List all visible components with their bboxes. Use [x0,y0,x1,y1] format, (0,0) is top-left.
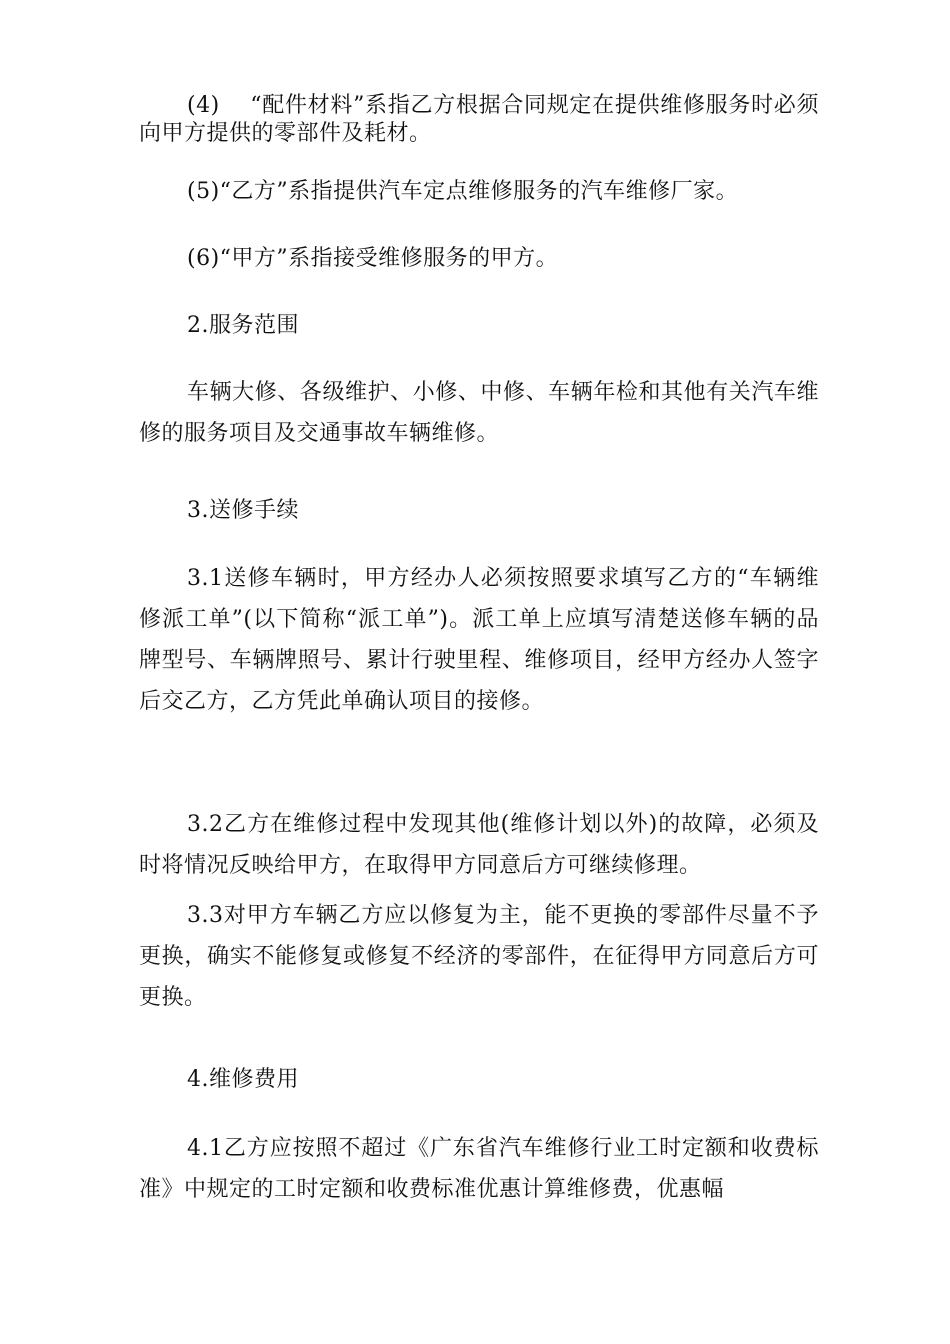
clause-4-1-paragraph: 4.1乙方应按照不超过《广东省汽车维修行业工时定额和收费标准》中规定的工时定额和收费标准优惠计算维修费，优惠幅 [139,1136,819,1202]
clause-3-3-paragraph: 3.3对甲方车辆乙方应以修复为主，能不更换的零部件尽量不予更换，确实不能修复或修复不经济的零部件，在征得甲方同意后方可更换。 [139,903,819,1010]
section-heading-repair-procedure: 3.送修手续 [187,498,299,523]
section-heading-service-scope: 2.服务范围 [187,313,299,338]
clause-3-1-paragraph: 3.1送修车辆时，甲方经办人必须按照要求填写乙方的“车辆维修派工单”(以下简称“派工单”)。派工单上应填写清楚送修车辆的品牌型号、车辆牌照号、累计行驶里程、维修项目，经甲方经办人签字后交乙方，乙方凭此单确认项目的接修。 [139,566,819,714]
definition-paragraph-5: (5)“乙方”系指提供汽车定点维修服务的汽车维修厂家。 [187,179,739,204]
clause-3-2-paragraph: 3.2乙方在维修过程中发现其他(维修计划以外)的故障，必须及时将情况反映给甲方，在取得甲方同意后方可继续修理。 [139,812,819,878]
definition-paragraph-4: (4) “配件材料”系指乙方根据合同规定在提供维修服务时必须向甲方提供的零部件及耗材。 [139,93,819,146]
service-scope-paragraph: 车辆大修、各级维护、小修、中修、车辆年检和其他有关汽车维修的服务项目及交通事故车辆维修。 [139,380,819,446]
section-heading-repair-fees: 4.维修费用 [187,1067,299,1092]
definition-paragraph-6: (6)“甲方”系指接受维修服务的甲方。 [187,246,559,271]
